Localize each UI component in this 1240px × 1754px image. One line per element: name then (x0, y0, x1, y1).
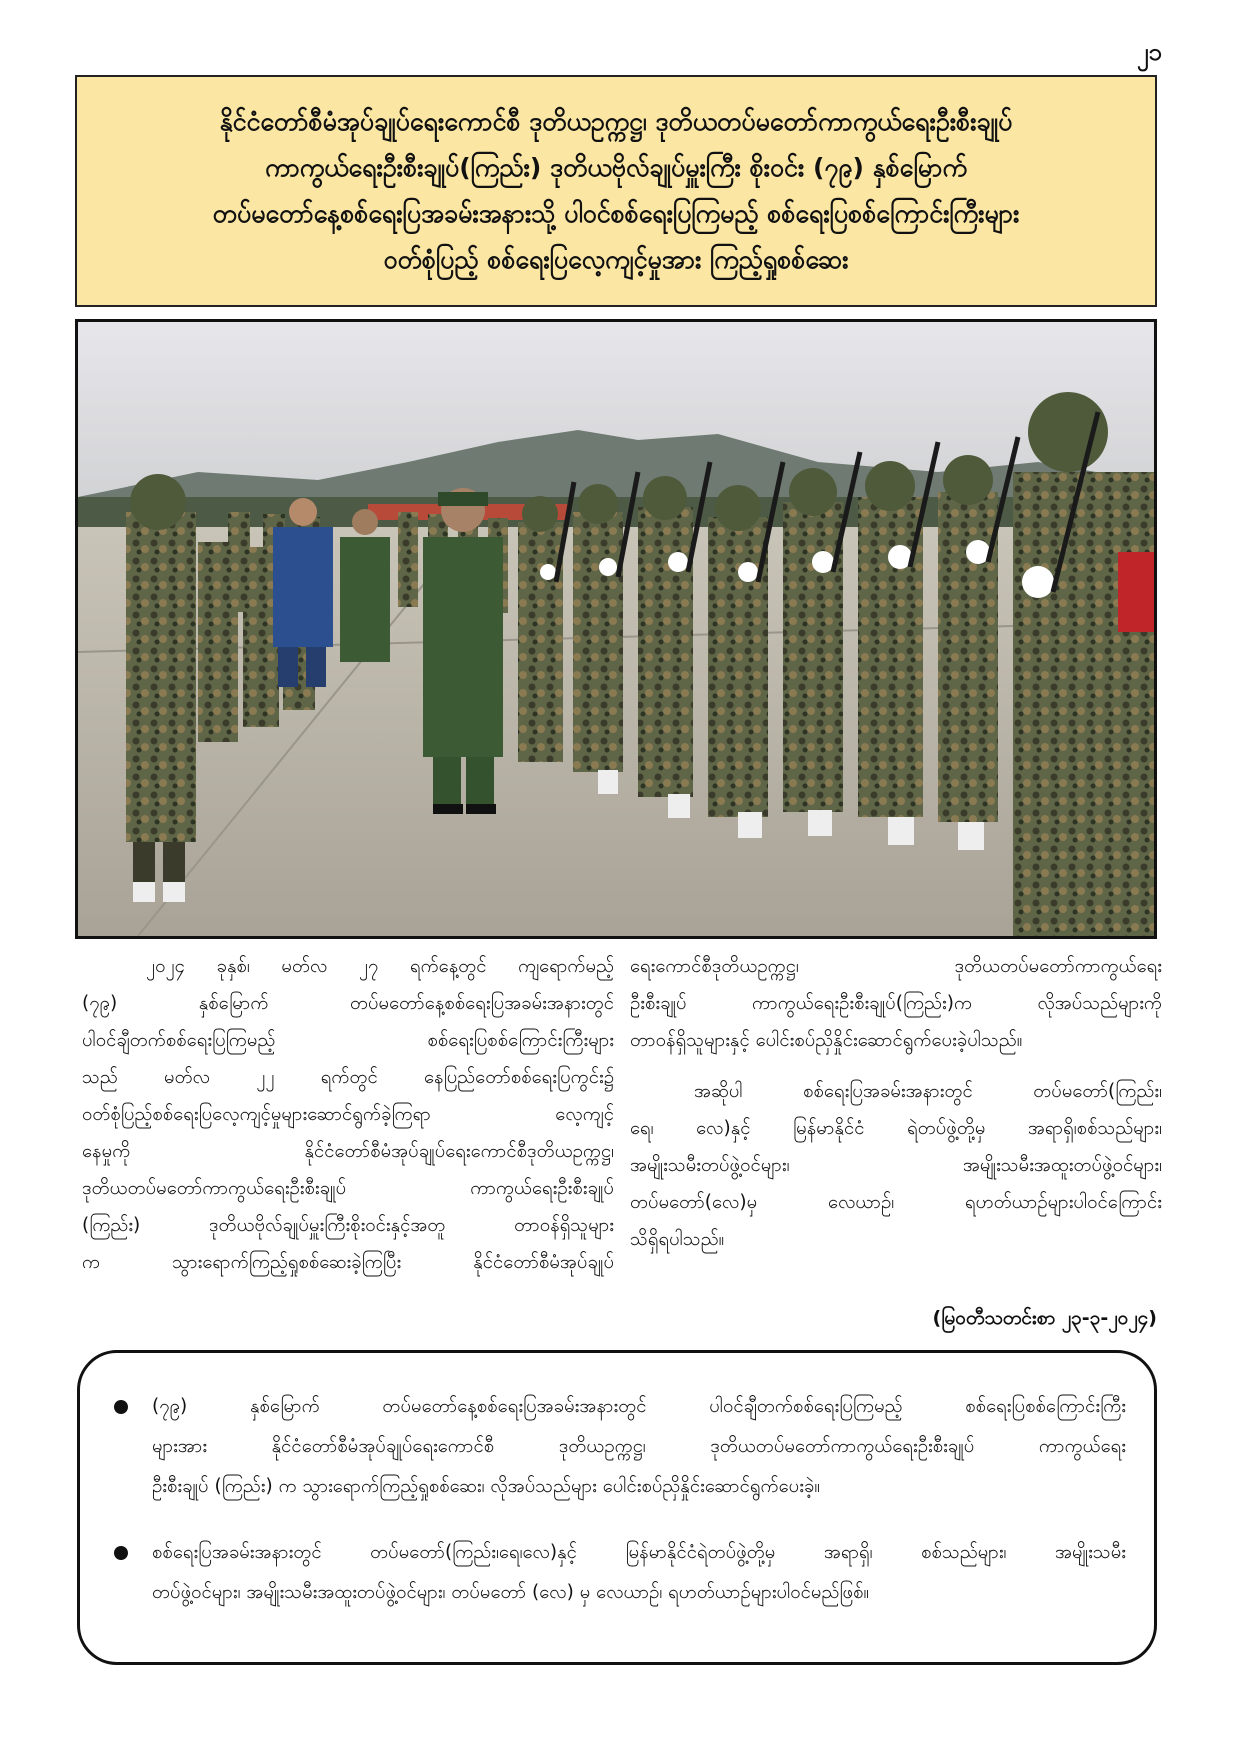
article-line: ဝတ်စုံပြည့်စစ်ရေးပြလေ့ကျင့်မှုများဆောင်ရွက်ခဲ့ကြရာ လေ့ကျင့် (82, 1104, 614, 1125)
article-line: ရေးကောင်စီဒုတိယဥက္ကဋ္ဌ၊ ဒုတိယတပ်မတော်ကာကွယ်ရေး (630, 956, 1162, 977)
article-line: ၂၀၂၄ ခုနှစ်၊ မတ်လ ၂၇ ရက်နေ့တွင် ကျရောက်မည့် (146, 956, 614, 977)
parade-inspection-photo (75, 319, 1157, 939)
article-line: ဦးစီးချုပ် ကာကွယ်ရေးဦးစီးချုပ်(ကြည်း)က လိုအပ်သည်များကို (630, 993, 1162, 1014)
summary-bullet (108, 1533, 1126, 1613)
page-number: ၂၁ (1136, 38, 1162, 66)
summary-line: ဦးစီးချုပ် (ကြည်း) က သွားရောက်ကြည့်ရှုစစ်ဆေး၊ လိုအပ်သည်များ ပေါင်းစပ်ညှိနှိုင်းဆောင်ရွက်ပေးခဲ့။ (152, 1476, 820, 1497)
headline-line: နိုင်ငံတော်စီမံအုပ်ချုပ်ရေးကောင်စီ ဒုတိယဥက္ကဋ္ဌ၊ ဒုတိယတပ်မတော်ကာကွယ်ရေးဦးစီးချုပ် (219, 107, 1013, 136)
article-line: (၇၉) နှစ်မြောက် တပ်မတော်နေ့စစ်ရေးပြအခမ်းအနားတွင် (82, 993, 614, 1014)
article-line: က သွားရောက်ကြည့်ရှုစစ်ဆေးခဲ့ကြပြီး နိုင်ငံတော်စီမံအုပ်ချုပ် (82, 1252, 614, 1273)
article-column-right (630, 948, 1162, 1258)
source-citation: (မြဝတီသတင်းစာ ၂၃-၃-၂၀၂၄) (932, 1307, 1157, 1329)
article-line: (ကြည်း) ဒုတိယဗိုလ်ချုပ်မှူးကြီးစိုးဝင်းနှင့်အတူ တာဝန်ရှိသူများ (82, 1215, 614, 1236)
article-column-left (82, 948, 614, 1281)
article-line: အမျိုးသမီးတပ်ဖွဲ့ဝင်များ၊ အမျိုးသမီးအထူးတပ်ဖွဲ့ဝင်များ၊ (630, 1155, 1162, 1176)
headline-line: ဝတ်စုံပြည့် စစ်ရေးပြလေ့ကျင့်မှုအား ကြည့်ရှုစစ်ဆေး (383, 245, 849, 274)
article-line: တာဝန်ရှိသူများနှင့် ပေါင်းစပ်ညှိနှိုင်းဆောင်ရွက်ပေးခဲ့ပါသည်။ (630, 1030, 1023, 1051)
summary-line: တပ်ဖွဲ့ဝင်များ၊ အမျိုးသမီးအထူးတပ်ဖွဲ့ဝင်များ၊ တပ်မတော် (လေ) မှ လေယာဉ်၊ ရဟတ်ယာဉ်များပါဝင်မည်ဖြစ်။ (152, 1582, 870, 1603)
parade-photo-illustration (78, 322, 1154, 936)
bullet-icon (114, 1546, 128, 1560)
article-line: သည် မတ်လ ၂၂ ရက်တွင် နေပြည်တော်စစ်ရေးပြကွင်း၌ (82, 1067, 614, 1088)
article-line: အဆိုပါ စစ်ရေးပြအခမ်းအနားတွင် တပ်မတော်(ကြည်း၊ (694, 1081, 1162, 1102)
soldier-left-foreground (126, 474, 196, 902)
summary-box (77, 1350, 1157, 1665)
headline-box (75, 75, 1157, 307)
article-line: ပါဝင်ချီတက်စစ်ရေးပြကြမည့် စစ်ရေးပြစစ်ကြောင်းကြီးများ (82, 1030, 614, 1051)
bullet-icon (114, 1400, 128, 1414)
article-line: တပ်မတော်(လေ)မှ လေယာဉ်၊ ရဟတ်ယာဉ်များပါဝင်ကြောင်း (630, 1192, 1162, 1213)
headline-line: တပ်မတော်နေ့စစ်ရေးပြအခမ်းအနားသို့ ပါဝင်စစ်ရေးပြကြမည့် စစ်ရေးပြစစ်ကြောင်းကြီးများ (212, 199, 1020, 228)
article-line: ရေ၊ လေ)နှင့် မြန်မာနိုင်ငံ ရဲတပ်ဖွဲ့တို့မှ အရာရှိ၊စစ်သည်များ၊ (630, 1118, 1162, 1139)
summary-bullet (108, 1387, 1126, 1507)
red-flag (1118, 552, 1154, 632)
headline-line: ကာကွယ်ရေးဦးစီးချုပ်(ကြည်း) ဒုတိယဗိုလ်ချုပ်မှူးကြီး စိုးဝင်း (၇၉) နှစ်မြောက် (265, 153, 967, 182)
summary-line: (၇၉) နှစ်မြောက် တပ်မတော်နေ့စစ်ရေးပြအခမ်းအနားတွင် ပါဝင်ချီတက်စစ်ရေးပြကြမည့် စစ်ရေးပြစစ်ကြောင်းကြီး (152, 1396, 1126, 1417)
article-line: နေမှုကို နိုင်ငံတော်စီမံအုပ်ချုပ်ရေးကောင်စီဒုတိယဥက္ကဋ္ဌ၊ (82, 1141, 614, 1162)
summary-line: များအား နိုင်ငံတော်စီမံအုပ်ချုပ်ရေးကောင်စီ ဒုတိယဥက္ကဋ္ဌ၊ ဒုတိယတပ်မတော်ကာကွယ်ရေးဦးစီးချုပ် ကာကွယ်ရေး (152, 1436, 1126, 1457)
summary-line: စစ်ရေးပြအခမ်းအနားတွင် တပ်မတော်(ကြည်း၊ရေ၊လေ)နှင့် မြန်မာနိုင်ငံရဲတပ်ဖွဲ့တို့မှ အရာရှိ၊ စစ်သည်များ၊ အမျိုးသမီး (152, 1542, 1126, 1563)
article-line: ဒုတိယတပ်မတော်ကာကွယ်ရေးဦးစီးချုပ် ကာကွယ်ရေးဦးစီးချုပ် (82, 1178, 614, 1199)
article-line: သိရှိရပါသည်။ (630, 1229, 725, 1250)
